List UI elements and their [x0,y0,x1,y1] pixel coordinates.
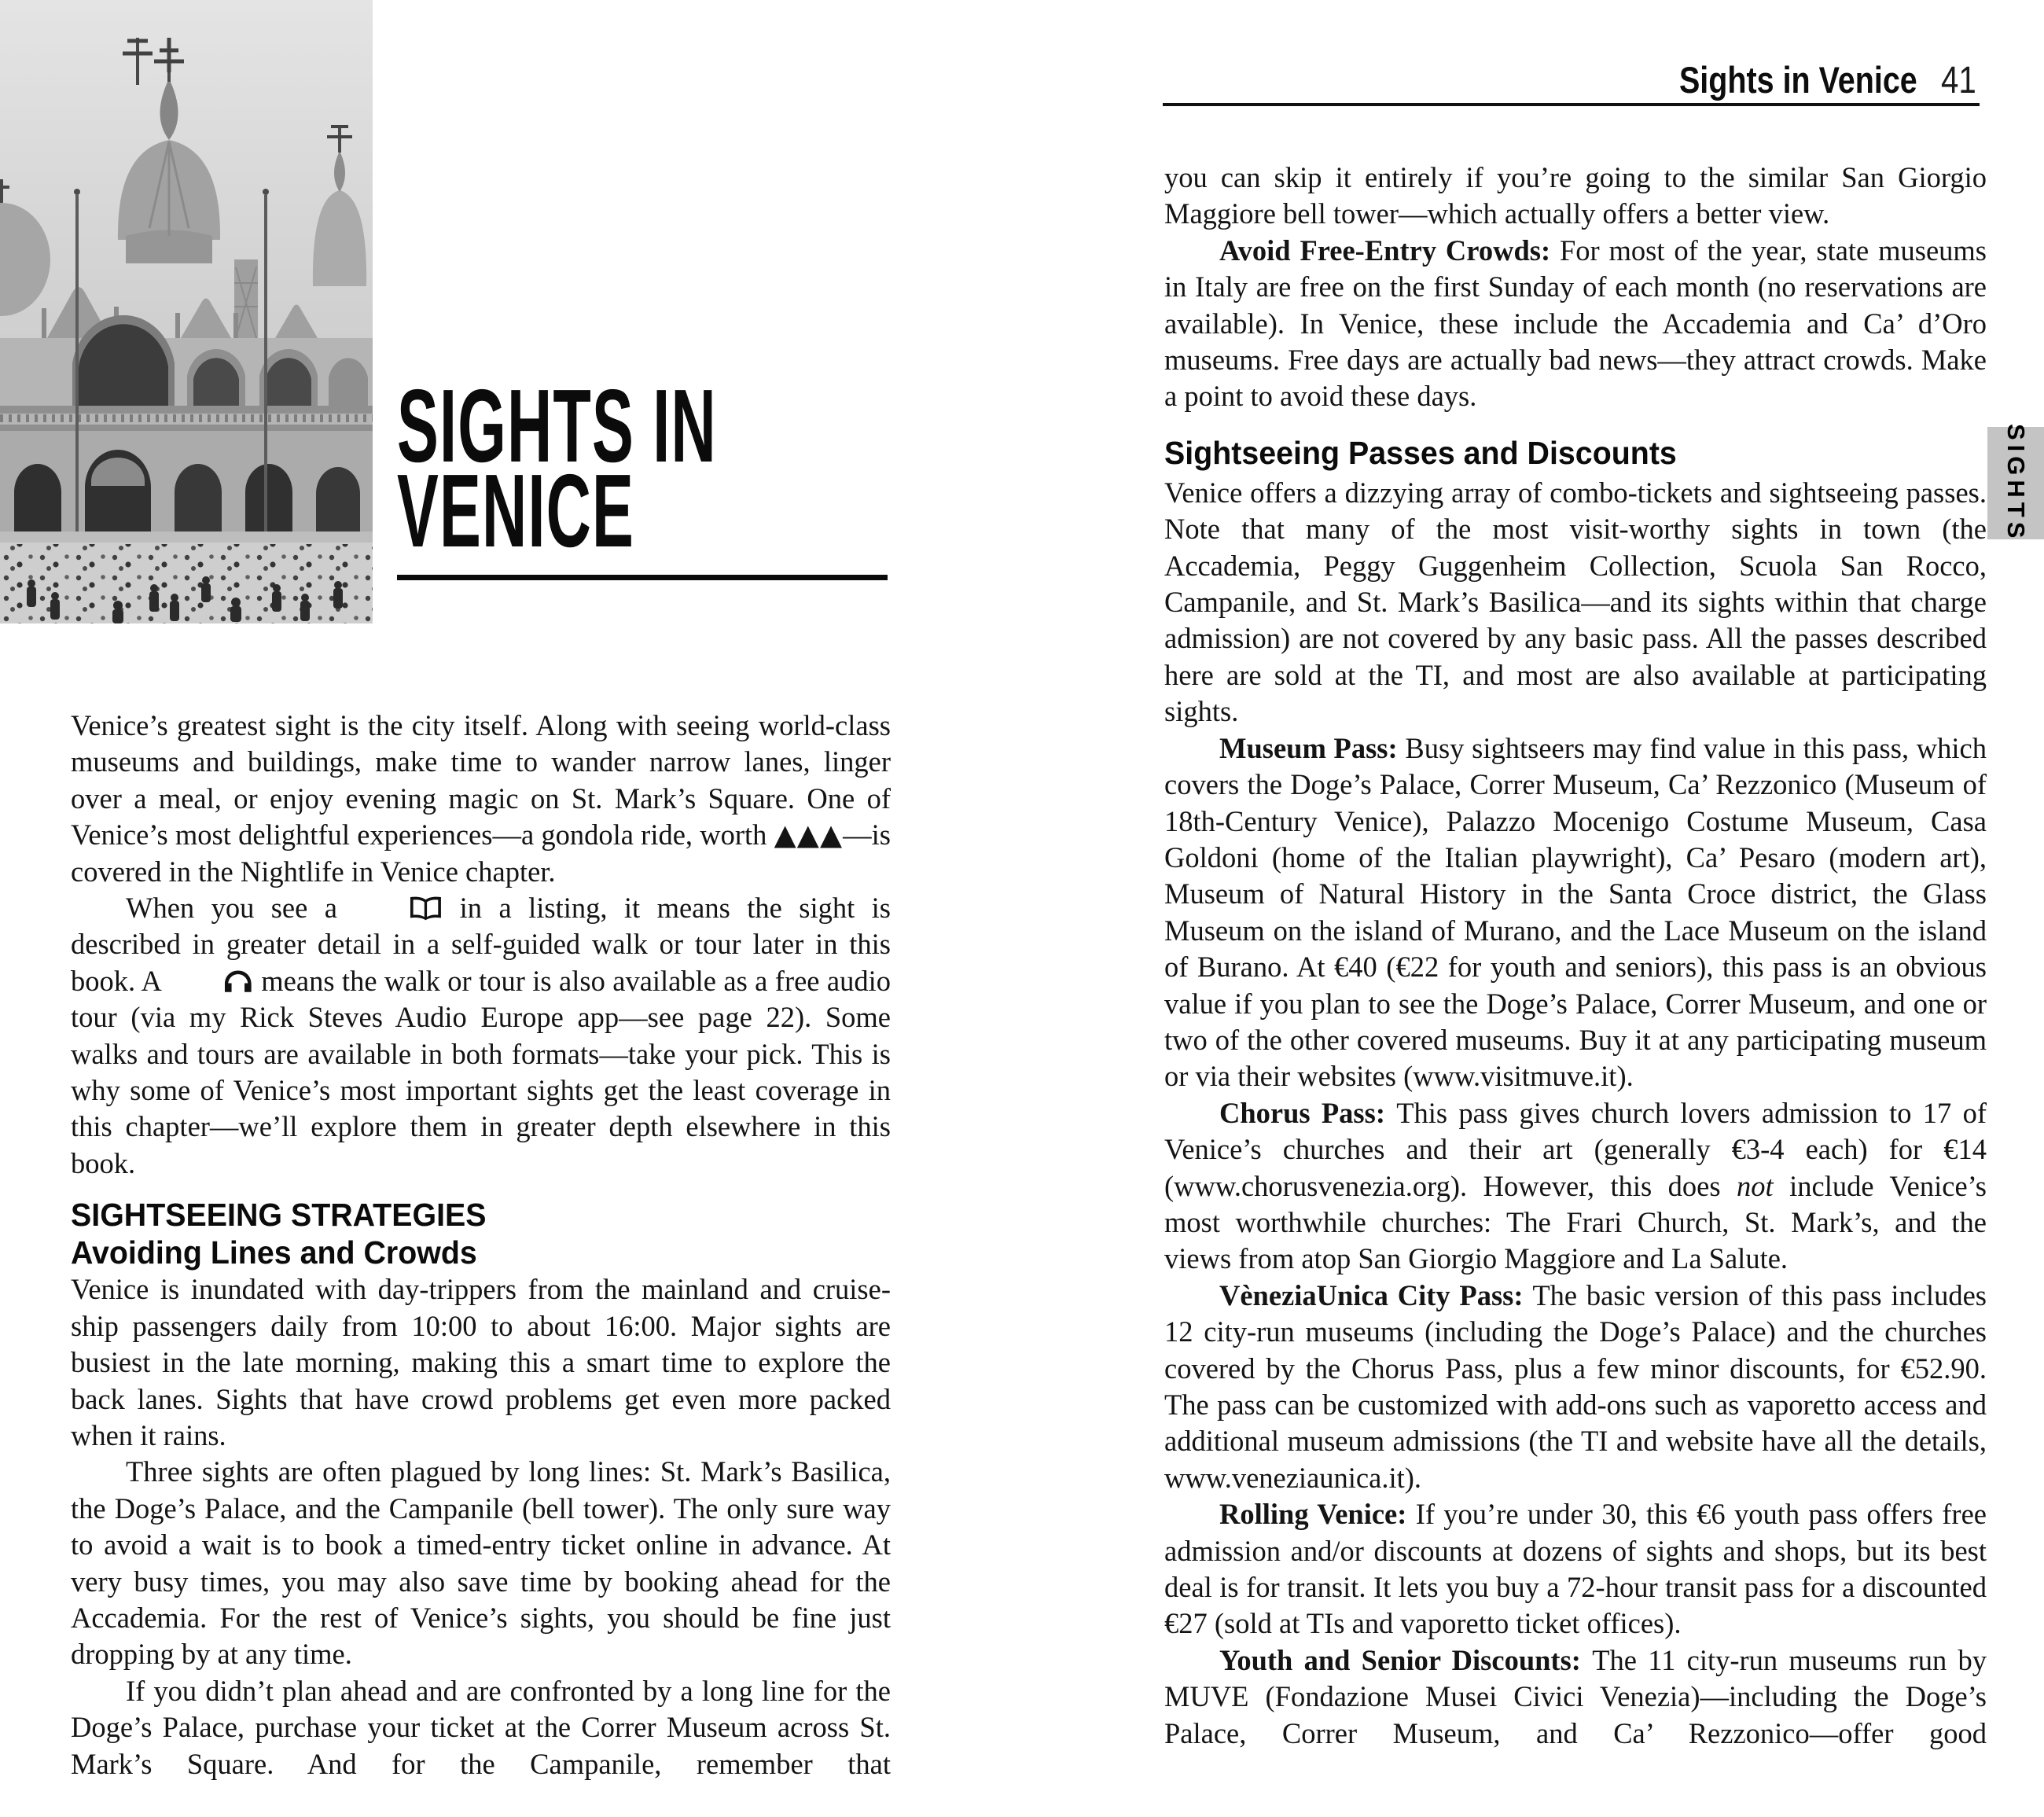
paragraph: Chorus Pass: This pass gives church lovers admission to 17 of Venice’s churches and their art (generally €3-4 each) for €14 (www.chorusvenezia.org). However, this does not include Venice’s most worthwhile churches: The Frari Church, St. Mark’s, and the views from atop San Giorgio Maggiore and La Salute. [1164,1096,1987,1275]
running-header [1679,58,1976,102]
paragraph: Museum Pass: Busy sightseers may find value in this pass, which covers the Doge’s Palace, Correr Museum, Ca’ Rezzonico (Museum of 18th-Century Venice), Palazzo Mocenigo Costume Museum, Casa Goldoni (home of the Italian playwright), Ca’ Pesaro (modern art), Museum of Natural History in the Santa Croce district, the Glass Museum on the island of Murano, and the Lace Museum on the island of Burano. At €40 (€22 for youth and seniors), this pass is an obvious value if you plan to see the Doge’s Palace, Correr Museum, and one or two of the other covered museums. Buy it at any participating museum or via their websites (www.visitmuve.it). [1164,731,1987,1093]
paragraph: Three sights are often plagued by long lines: St. Mark’s Basilica, the Doge’s Palace, and the Campanile (bell tower). The only sure way to avoid a wait is to book a timed-entry ticket online in advance. At very busy times, you may also save time by booking ahead for the Accademia. For the rest of Venice’s sights, you should be fine just dropping by at any time. [71,1455,891,1671]
stmarks-basilica-photo [0,0,373,623]
paragraph: Venice offers a dizzying array of combo-tickets and sightseeing passes. Note that many of the most visit-worthy sights in town (the Accademia, Peggy Guggenheim Collection, Scuola San Rocco, Campanile, and St. Mark’s Basilica—and its sights within that charge admission) are not covered by any basic pass. All the passes described here are sold at the TI, and most are also available at participating sights. [1164,476,1987,728]
paragraph: Rolling Venice: If you’re under 30, this €6 youth pass offers free admission and/or discounts at dozens of sights and shops, but its best deal is for transit. It lets you buy a 72-hour transit pass for a discounted €27 (sold at TIs and vaporetto ticket offices). [1164,1498,1987,1640]
chapter-title-rule [397,575,888,580]
right-text-column [1164,160,1987,1752]
page-number: 41 [1941,60,1976,101]
paragraph: Venice is inundated with day-trippers from the mainland and cruise-ship passengers daily from 10:00 to about 16:00. Major sights are busiest in the late morning, making this a smart time to explore the back lanes. Sights that have crowd problems get even more packed when it rains. [71,1273,891,1451]
open-book-icon [354,896,443,921]
paragraph: Youth and Senior Discounts: The 11 city-run museums run by MUVE (Fondazione Musei Civici Venezia)—including the Doge’s Palace, Correr Museum, and Ca’ Rezzonico—offer good [1164,1643,1987,1749]
section-heading: Sightseeing Passes and Discounts [1164,434,1677,471]
paragraph: Venice’s greatest sight is the city itself. Along with seeing world-class museums and buildings, make time to wander narrow lanes, linger over a meal, or enjoy evening magic on St. Mark’s Square. One of Venice’s most delightful experiences—a gondola ride, worth ▲▲▲—is covered in the Nightlife in Venice chapter. [71,709,891,888]
sights-tab-label: SIGHTS [2002,423,2030,543]
running-header-rule [1163,103,1980,106]
paragraph: VèneziaUnica City Pass: The basic version of this pass includes 12 city-run museums (including the Doge’s Palace) and the churches covered by the Chorus Pass, plus a few minor discounts, for €52.90. The pass can be customized with add-ons such as vaporetto access and additional museum admissions (the TI and website have all the details, www.veneziaunica.it). [1164,1278,1987,1494]
chapter-title-line2: VENICE [397,453,635,568]
left-text-column [71,708,891,1782]
running-header-section: Sights in Venice [1679,59,1917,101]
chapter-title [397,368,717,568]
section-heading: SIGHTSEEING STRATEGIES [71,1197,487,1234]
paragraph: you can skip it entirely if you’re going to the similar San Giorgio Maggiore bell tower—which actually offers a better view. [1164,161,1987,230]
paragraph: When you see a in a listing, it means the sight is described in greater detail in a self-guided walk or tour later in this book. A means the walk or tour is also available as a free audio tour (via my Rick Steves Audio Europe app—see page 22). Some walks and tours are available in both formats—take your pick. This is why some of Venice’s most important sights get the least coverage in this chapter—we’ll explore them in greater depth elsewhere in this book. [71,892,891,1179]
paragraph: Avoid Free-Entry Crowds: For most of the year, state museums in Italy are free on the first Sunday of each month (no reservations are available). In Venice, these include the Accademia and Ca’ d’Oro museums. Free days are actually bad news—they attract crowds. Make a point to avoid these days. [1164,234,1987,413]
sights-section-tab [1987,423,2044,543]
headphones-icon [167,969,254,995]
paragraph: If you didn’t plan ahead and are confronted by a long line for the Doge’s Palace, purchase your ticket at the Correr Museum across St. Mark’s Square. And for the Campanile, remember that [71,1674,891,1780]
section-heading: Avoiding Lines and Crowds [71,1234,477,1271]
chapter-title-line1: SIGHTS IN [397,368,717,484]
